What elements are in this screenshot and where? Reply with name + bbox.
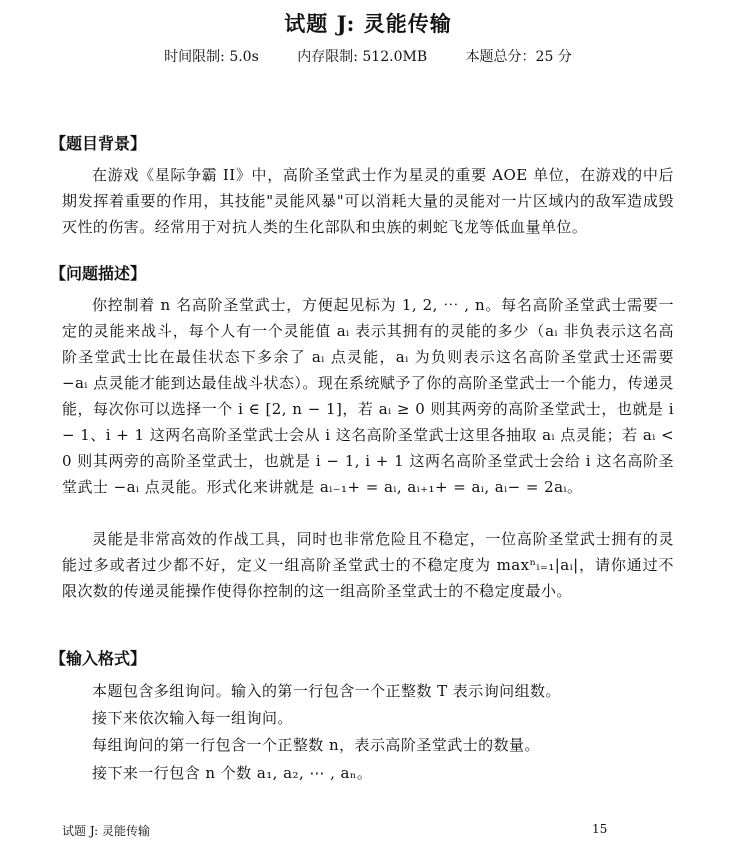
description-paragraph-2: 灵能是非常高效的作战工具，同时也非常危险且不稳定，一位高阶圣堂武士拥有的灵能过多或者过少都不好，定义一组高阶圣堂武士的不稳定度为 maxⁿᵢ₌₁|aᵢ|，请你通过不限次数的传递灵能操作使得你控制的这一组高阶圣堂武士的不稳定度最小。 xyxy=(62,530,674,600)
input-line: 接下来依次输入每一组询问。 xyxy=(92,709,293,727)
input-line: 接下来一行包含 n 个数 a₁, a₂, ⋯ , aₙ。 xyxy=(92,764,373,782)
description-heading: 【问题描述】 xyxy=(50,264,147,283)
footer-title: 试题 J: 灵能传输 xyxy=(62,824,150,838)
input-line: 本题包含多组询问。输入的第一行包含一个正整数 T 表示询问组数。 xyxy=(92,682,561,700)
problem-title: 试题 J: 灵能传输 xyxy=(284,11,452,36)
time-limit: 时间限制: 5.0s xyxy=(164,49,259,65)
page-number: 15 xyxy=(592,822,608,836)
background-heading: 【题目背景】 xyxy=(50,134,147,153)
input-line: 每组询问的第一行包含一个正整数 n，表示高阶圣堂武士的数量。 xyxy=(92,736,540,754)
background-text: 在游戏《星际争霸 II》中，高阶圣堂武士作为星灵的重要 AOE 单位，在游戏的中后期发挥着重要的作用，其技能"灵能风暴"可以消耗大量的灵能对一片区域内的敌军造成毁灭性的伤害。经常用于对抗人类的生化部队和虫族的刺蛇飞龙等低血量单位。 xyxy=(62,166,674,236)
total-score: 本题总分：25 分 xyxy=(465,49,572,65)
limits-line xyxy=(0,46,736,66)
input-heading: 【输入格式】 xyxy=(50,649,147,668)
description-paragraph-1: 你控制着 n 名高阶圣堂武士，方便起见标为 1, 2, ⋯ , n。每名高阶圣堂武士需要一定的灵能来战斗，每个人有一个灵能值 aᵢ 表示其拥有的灵能的多少（aᵢ 非负表示这名高阶圣堂武士比在最佳状态下多余了 aᵢ 点灵能，aᵢ 为负则表示这名高阶圣堂武士还需要 −aᵢ 点灵能才能到达最佳战斗状态）。现在系统赋予了你的高阶圣堂武士一个能力，传递灵能，每次你可以选择一个 i ∈ [2, n − 1]，若 aᵢ ≥ 0 则其两旁的高阶圣堂武士，也就是 i − 1、i + 1 这两名高阶圣堂武士会从 i 这名高阶圣堂武士这里各抽取 aᵢ 点灵能；若 aᵢ < 0 则其两旁的高阶圣堂武士，也就是 i − 1, i + 1 这两名高阶圣堂武士会给 i 这名高阶圣堂武士 −aᵢ 点灵能。形式化来讲就是 aᵢ₋₁+ = aᵢ, aᵢ₊₁+ = aᵢ, aᵢ− = 2aᵢ。 xyxy=(62,296,674,496)
memory-limit: 内存限制: 512.0MB xyxy=(297,49,428,65)
